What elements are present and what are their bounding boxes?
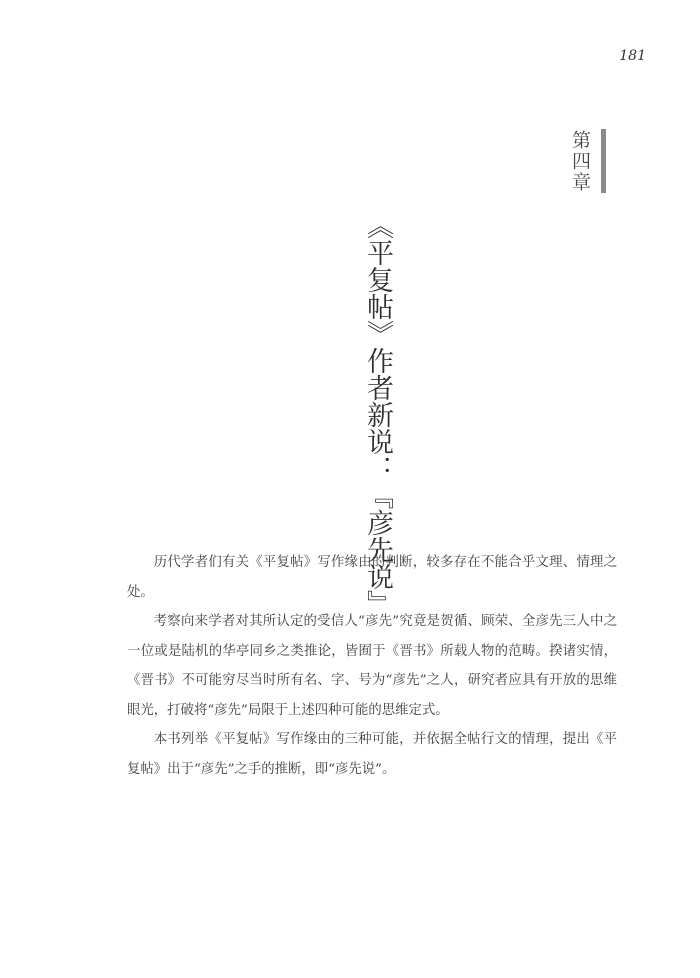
page-number: 181 <box>619 48 646 64</box>
chapter-divider-bar <box>601 129 606 193</box>
paragraph-1: 历代学者们有关《平复帖》写作缘由的判断，较多存在不能合乎文理、情理之处。 <box>127 555 617 600</box>
chapter-label: 第四章 <box>569 130 591 193</box>
paragraph-2: 考察向来学者对其所认定的受信人“彦先”究竟是贺循、顾荣、全彦先三人中之一位或是陆机的华亭同乡之类推论，皆囿于《晋书》所载人物的范畴。揆诸实情，《晋书》不可能穷尽当时所有名、字、号为“彦先”之人，研究者应具有开放的思维眼光，打破将“彦先”局限于上述四种可能的思维定式。 <box>127 614 617 718</box>
chapter-title: 《平复帖》作者新说：『彦先说』 <box>362 212 393 617</box>
paragraph-3: 本书列举《平复帖》写作缘由的三种可能，并依据全帖行文的情理，提出《平复帖》出于“彦先”之手的推断，即“彦先说”。 <box>127 732 617 777</box>
body-text <box>127 548 617 784</box>
